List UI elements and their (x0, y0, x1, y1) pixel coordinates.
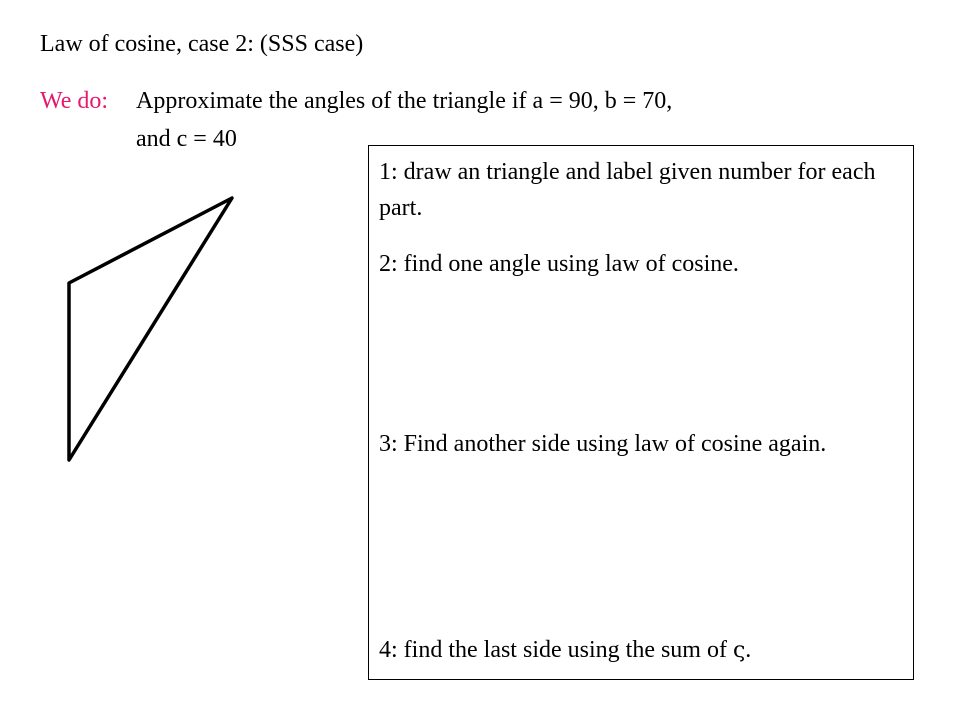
angle-symbol: ς (732, 638, 746, 663)
prompt-label: We do: (40, 88, 109, 114)
step-4-period: . (745, 637, 752, 663)
triangle-outline (69, 198, 232, 460)
step-3-text: 3: Find another side using law of cosine again. (379, 431, 827, 457)
triangle-figure (60, 190, 240, 470)
slide-title: Law of cosine, case 2: (SSS case) (40, 31, 364, 57)
step-2-text: 2: find one angle using law of cosine. (379, 251, 739, 277)
step-1-text: 1: draw an triangle and label given number for each part. (379, 159, 876, 221)
step-4-label: 4: find the last side using the sum of (379, 637, 727, 663)
steps-box (368, 145, 914, 680)
prompt-text-line-1: Approximate the angles of the triangle if a = 90, b = 70, (136, 88, 673, 114)
step-4-text (379, 632, 904, 669)
prompt-text-line-2: and c = 40 (136, 126, 237, 152)
